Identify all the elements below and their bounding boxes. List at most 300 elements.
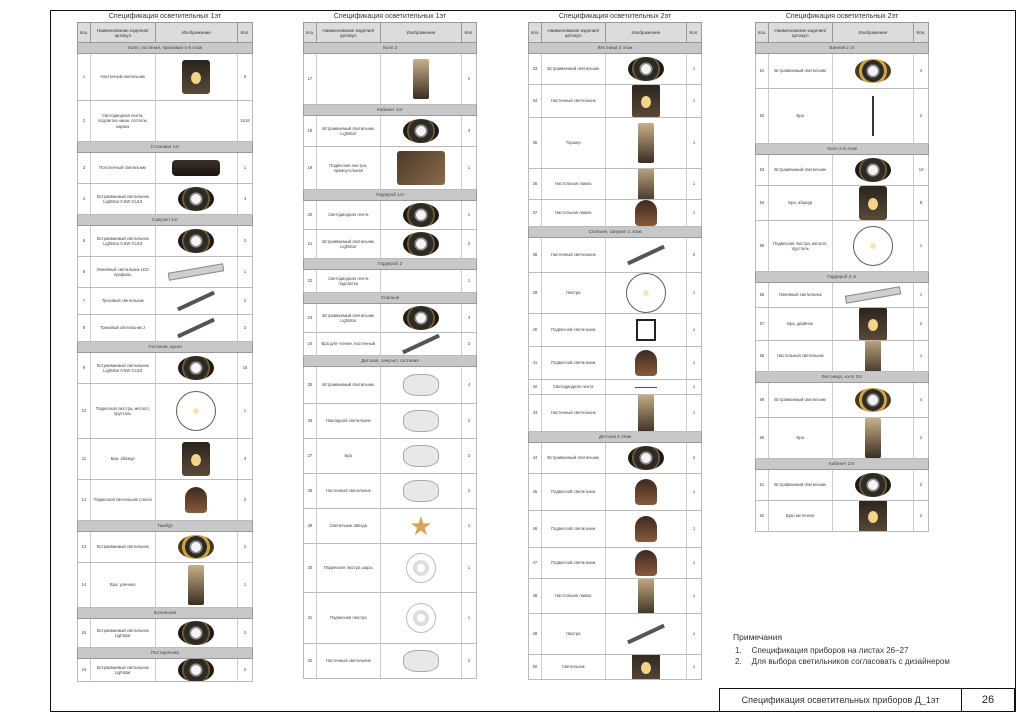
item-quantity: 1 [692, 593, 696, 599]
item-image [381, 270, 463, 292]
item-quantity: 4 [243, 456, 247, 462]
wall-sconce-icon [632, 85, 660, 117]
item-name: Настенный светильник [317, 474, 381, 508]
item-name: Настольная лампа [542, 169, 606, 199]
item-image [156, 439, 239, 479]
item-number: 26 [304, 404, 317, 438]
spec-table-3 [528, 12, 702, 680]
table-row [528, 474, 702, 511]
item-number: 27 [304, 439, 317, 473]
item-image [833, 186, 915, 220]
item-number: 41 [529, 347, 542, 379]
note-text: Спецификация приборов на листах 26–27 [751, 646, 909, 655]
recessed-light-icon [628, 57, 664, 81]
item-name: Встраиваемый светильник Lightstar 0.5W GU10 [91, 184, 156, 214]
table-row [528, 511, 702, 548]
item-name: Светильник Звезда [317, 509, 381, 543]
item-number: 56 [756, 283, 769, 307]
wall-sconce-icon [182, 60, 210, 94]
recessed-light-icon [403, 232, 439, 256]
item-number: 15 [78, 619, 91, 647]
item-name: Встраиваемый светильник [542, 443, 606, 473]
lamp-icon [638, 169, 654, 199]
item-name: Светодиодная лента, подсветка ниши, потолок, карниз [91, 101, 156, 141]
item-name: Встраиваемый светильник [769, 383, 833, 417]
item-number: 24 [304, 333, 317, 355]
item-quantity: 6 [243, 74, 247, 80]
item-number: 60 [756, 418, 769, 458]
item-image [606, 511, 688, 547]
item-name: Люстра [542, 273, 606, 313]
item-number: 35 [529, 118, 542, 168]
item-name: Бра, уличное [91, 563, 156, 607]
table-row [755, 89, 929, 144]
item-image [156, 184, 239, 214]
item-name: Бра [769, 89, 833, 143]
item-quantity: 1 [692, 360, 696, 366]
item-number: 37 [529, 200, 542, 226]
item-number: 11 [78, 439, 91, 479]
column-header: поз. [756, 23, 769, 42]
table-row [303, 147, 477, 190]
item-image [606, 474, 688, 510]
pendant-light-icon [635, 350, 657, 376]
recessed-light-icon [178, 535, 214, 559]
item-number: 7 [78, 288, 91, 314]
table-title: Спецификация осветительных 1эт [108, 13, 222, 20]
track-light-icon [177, 291, 215, 312]
wall-sconce-icon [632, 655, 660, 679]
table-row [528, 169, 702, 200]
recessed-light-icon [178, 187, 214, 211]
table-row [755, 283, 929, 308]
column-header: Наименование изделия/артикул [542, 23, 606, 42]
item-image [381, 404, 463, 438]
recessed-light-icon [403, 119, 439, 143]
item-number: 28 [304, 474, 317, 508]
item-quantity: 4 [467, 315, 471, 321]
item-image [381, 304, 463, 332]
item-quantity: 1 [243, 165, 247, 171]
section-header: Гардероб 1эт [303, 190, 477, 201]
table-header [755, 22, 929, 43]
item-image [156, 257, 239, 287]
item-quantity: 2 [692, 455, 696, 461]
item-name: Люстра [542, 614, 606, 654]
table-row [77, 153, 253, 184]
item-quantity: 1 [692, 181, 696, 187]
chandelier-icon [176, 391, 216, 431]
item-image [606, 443, 688, 473]
linear-light-icon [845, 286, 902, 304]
recessed-light-icon [178, 621, 214, 645]
item-name: Светодиодная лента подсветка [317, 270, 381, 292]
item-name: Подвесной светильник [542, 474, 606, 510]
item-number: 52 [756, 89, 769, 143]
item-quantity: 1 [467, 615, 471, 621]
recessed-light-icon [178, 356, 214, 380]
chandelier-icon [626, 273, 666, 313]
section-header: Гостиная, кухня [77, 342, 253, 353]
item-image [606, 85, 688, 117]
item-image [156, 153, 239, 183]
item-name: Встраиваемый светильник [317, 367, 381, 403]
section-header: Тамбур [77, 521, 253, 532]
table-row [303, 367, 477, 404]
item-image [606, 395, 688, 431]
item-quantity: 1 [692, 664, 696, 670]
item-quantity: 2 [467, 488, 471, 494]
table-row [528, 443, 702, 474]
item-name: Подвесная люстра, прямоугольная [317, 147, 381, 189]
pendant-light-icon [635, 479, 657, 505]
table-row [77, 619, 253, 648]
item-image [833, 341, 915, 371]
item-image [381, 230, 463, 258]
item-name: Бра, абажур [769, 186, 833, 220]
item-quantity: 2 [243, 497, 247, 503]
section-header: Столовая 1эт [77, 142, 253, 153]
item-quantity: 2 [919, 513, 923, 519]
item-number: 57 [756, 308, 769, 340]
item-number: 46 [529, 511, 542, 547]
item-number: 33 [529, 54, 542, 84]
item-image [381, 367, 463, 403]
item-name: Бра настенное [769, 501, 833, 531]
recessed-light-icon [855, 59, 891, 83]
item-number: 8 [78, 315, 91, 341]
table-row [755, 54, 929, 89]
section-header: Лестница, холл 2эт [755, 372, 929, 383]
spec-table-2 [303, 12, 477, 679]
item-name: Трековый светильник [91, 288, 156, 314]
item-number: 43 [529, 395, 542, 431]
item-image [156, 619, 239, 647]
item-image [606, 614, 688, 654]
item-quantity: 1 [692, 98, 696, 104]
section-header: Спальня [303, 293, 477, 304]
table-row [303, 474, 477, 509]
item-number: 14 [78, 563, 91, 607]
item-image [833, 155, 915, 185]
lamp-icon [638, 123, 654, 163]
item-quantity: 1 [692, 526, 696, 532]
item-number: 10 [78, 384, 91, 438]
recessed-light-icon [403, 203, 439, 227]
item-number: 19 [304, 147, 317, 189]
item-number: 31 [304, 593, 317, 643]
item-name: Бра, абажур [91, 439, 156, 479]
item-number: 23 [304, 304, 317, 332]
item-quantity: 4 [919, 397, 923, 403]
item-quantity: 1 [467, 278, 471, 284]
item-number: 44 [529, 443, 542, 473]
item-image [381, 644, 463, 678]
wall-sconce-icon [182, 442, 210, 476]
item-image [381, 593, 463, 643]
item-image [156, 659, 239, 681]
table-title: Спецификация осветительных 2эт [785, 13, 899, 20]
table-row [528, 85, 702, 118]
wall-sconce-icon [859, 308, 887, 340]
item-image [833, 89, 915, 143]
item-name: Подвесная люстра [317, 593, 381, 643]
column-header: Кол. [464, 30, 474, 35]
item-quantity: 2 [243, 630, 247, 636]
item-quantity: 1 [692, 489, 696, 495]
item-name: Торшер [542, 118, 606, 168]
table-row [77, 532, 253, 563]
linear-light-icon [168, 263, 225, 281]
item-name: Подвесной светильник [542, 314, 606, 346]
table-row [77, 315, 253, 342]
item-quantity: 2 [243, 298, 247, 304]
item-name: Настенный светильник [91, 54, 156, 100]
item-image [381, 474, 463, 508]
wall-sconce-icon [859, 501, 887, 531]
item-name: Подвесной светильник стекло [91, 480, 156, 520]
item-quantity: 8 [919, 200, 923, 206]
note-line [735, 657, 953, 666]
item-name: Подвесной светильник [542, 548, 606, 578]
table-row [528, 314, 702, 347]
star-lamp-icon: ★ [409, 510, 433, 541]
item-name: Встраиваемый светильник Lightstar 0.5W GU10 [91, 226, 156, 256]
item-number: 22 [304, 270, 317, 292]
section-header: Гардероб 2 [303, 259, 477, 270]
item-number: 55 [756, 221, 769, 271]
table-row [303, 544, 477, 593]
lamp-icon [638, 395, 654, 431]
item-number: 58 [756, 341, 769, 371]
item-quantity: 1 [919, 353, 923, 359]
column-header: Наименование изделия/артикул [769, 23, 833, 42]
item-name: Встраиваемый светильник [542, 54, 606, 84]
table-row [77, 226, 253, 257]
table-row [528, 655, 702, 680]
item-quantity: 4 [243, 196, 247, 202]
item-number: 13 [78, 532, 91, 562]
item-number: 16 [78, 659, 91, 681]
table-row [303, 201, 477, 230]
item-number: 42 [529, 380, 542, 394]
item-number: 30 [304, 544, 317, 592]
item-quantity: 2 [467, 241, 471, 247]
title-block [719, 688, 1015, 712]
item-name: Встраиваемый светильник Lightstar [317, 116, 381, 146]
table-row [77, 288, 253, 315]
item-number: 3 [78, 153, 91, 183]
section-header: Лестница 2 этаж [528, 43, 702, 54]
track-light-icon [402, 334, 440, 355]
item-image [156, 288, 239, 314]
section-header: Кабинет 2эт [755, 459, 929, 470]
item-image [833, 221, 915, 271]
item-number: 50 [529, 655, 542, 679]
product-link[interactable] [635, 387, 657, 388]
note-line [735, 646, 953, 655]
item-number: 4 [78, 184, 91, 214]
ceiling-light-icon [172, 160, 220, 176]
item-number: 38 [529, 238, 542, 272]
table-row [303, 404, 477, 439]
wall-light-icon [403, 480, 439, 502]
item-number: 61 [756, 470, 769, 500]
table-row [303, 304, 477, 333]
section-header: Детская 2 этаж [528, 432, 702, 443]
item-image [156, 315, 239, 341]
column-header: поз. [78, 23, 91, 42]
item-name: Светильник [542, 655, 606, 679]
item-quantity: 2 [467, 76, 471, 82]
item-quantity: 1 [692, 327, 696, 333]
item-quantity: 10 [918, 167, 924, 173]
pendant-light-icon [635, 550, 657, 576]
item-number: 54 [756, 186, 769, 220]
item-image [606, 314, 688, 346]
item-image [833, 501, 915, 531]
lamp-icon [865, 341, 881, 371]
item-image [833, 54, 915, 88]
wall-light-icon [403, 650, 439, 672]
section-header: Гардероб 2 эт [755, 272, 929, 283]
item-image [833, 283, 915, 307]
item-quantity: 1 [467, 165, 471, 171]
note-number: 2. [735, 657, 742, 666]
item-number: 59 [756, 383, 769, 417]
item-number: 32 [304, 644, 317, 678]
item-number: 49 [529, 614, 542, 654]
item-name: Настенный светильник [542, 395, 606, 431]
column-header: поз. [529, 23, 542, 42]
section-header: Ванная 2 эт [755, 43, 929, 54]
item-quantity: 2 [467, 658, 471, 664]
item-number: 29 [304, 509, 317, 543]
table-row [528, 579, 702, 614]
table-row [528, 273, 702, 314]
item-name: Настольная лампа [542, 579, 606, 613]
item-image [156, 226, 239, 256]
item-quantity: 2 [467, 341, 471, 347]
item-image [381, 544, 463, 592]
table-row [528, 380, 702, 395]
spec-table-4 [755, 12, 929, 532]
sheet-title: Спецификация осветительных приборов Д_1эт [720, 689, 962, 711]
item-name: Настенный светильник [317, 644, 381, 678]
item-image [381, 439, 463, 473]
item-image [833, 308, 915, 340]
item-quantity: 2 [919, 435, 923, 441]
recessed-light-icon [178, 659, 214, 681]
cable-light-icon [872, 96, 874, 136]
recessed-light-icon [178, 229, 214, 253]
lamp-icon [188, 565, 204, 605]
item-image [156, 54, 239, 100]
item-number: 5 [78, 226, 91, 256]
table-row [303, 116, 477, 147]
column-header: Кол. [689, 30, 699, 35]
section-header: Спальня, санузел 2 этаж [528, 227, 702, 238]
page-number: 26 [981, 694, 995, 706]
table-row [755, 308, 929, 341]
item-image [156, 532, 239, 562]
item-number: 6 [78, 257, 91, 287]
section-header: Санузел 1эт [77, 215, 253, 226]
table-row [77, 439, 253, 480]
item-name: Светодиодная лента [542, 380, 606, 394]
item-number: 45 [529, 474, 542, 510]
item-image [606, 273, 688, 313]
table-row [528, 395, 702, 432]
item-name: Встраиваемый светильник [769, 54, 833, 88]
item-name: Встраиваемый светильник Lightstar [317, 304, 381, 332]
table-header [303, 22, 477, 43]
item-number: 48 [529, 579, 542, 613]
recessed-light-icon [628, 446, 664, 470]
item-image [156, 101, 239, 141]
table-row [303, 230, 477, 259]
table-title: Спецификация осветительных 2эт [558, 13, 672, 20]
section-header: Холл 2-й этаж [755, 144, 929, 155]
column-header: Изображение [833, 23, 915, 42]
table-row [77, 384, 253, 439]
item-quantity: 2 [467, 453, 471, 459]
table-row [303, 644, 477, 679]
item-quantity: 4 [467, 128, 471, 134]
item-quantity: 1 [692, 140, 696, 146]
table-row [755, 155, 929, 186]
table-row [77, 184, 253, 215]
item-name: Подвесная люстра, металл, хрусталь [91, 384, 156, 438]
item-name: Подвесной светильник [542, 347, 606, 379]
section-header: Холл, гостиная, прихожая 1-й этаж [77, 43, 253, 54]
item-name: Бра [317, 439, 381, 473]
recessed-light-icon [855, 388, 891, 412]
item-image [606, 655, 688, 679]
table-row [303, 509, 477, 544]
table-row [303, 439, 477, 474]
item-image [606, 54, 688, 84]
item-number: 20 [304, 201, 317, 229]
item-image [606, 238, 688, 272]
item-number: 2 [78, 101, 91, 141]
item-number: 21 [304, 230, 317, 258]
item-name: Светодиодная лента [317, 201, 381, 229]
table-title: Спецификация осветительных 1эт [333, 13, 447, 20]
item-quantity: 1 [692, 631, 696, 637]
item-quantity: 1 [692, 410, 696, 416]
table-row [528, 200, 702, 227]
item-image [606, 169, 688, 199]
note-text: Для выбора светильников согласовать с дизайнером [751, 657, 950, 666]
table-row [77, 101, 253, 142]
section-header: Постирочная [77, 648, 253, 659]
recessed-light-icon [855, 158, 891, 182]
pendant-light-icon [635, 516, 657, 542]
recessed-light-icon [403, 306, 439, 330]
item-name: Подвесной светильник [542, 511, 606, 547]
item-name: Бра, двойное [769, 308, 833, 340]
table-row [77, 659, 253, 682]
item-quantity: 1 [243, 269, 247, 275]
table-row [528, 548, 702, 579]
item-image [381, 333, 463, 355]
item-number: 17 [304, 54, 317, 104]
item-name: Потолочный светильник [91, 153, 156, 183]
table-row [77, 353, 253, 384]
lamp-icon [865, 418, 881, 458]
item-name: Встраиваемый светильник Lightstar 0.5W GU10 [91, 353, 156, 383]
